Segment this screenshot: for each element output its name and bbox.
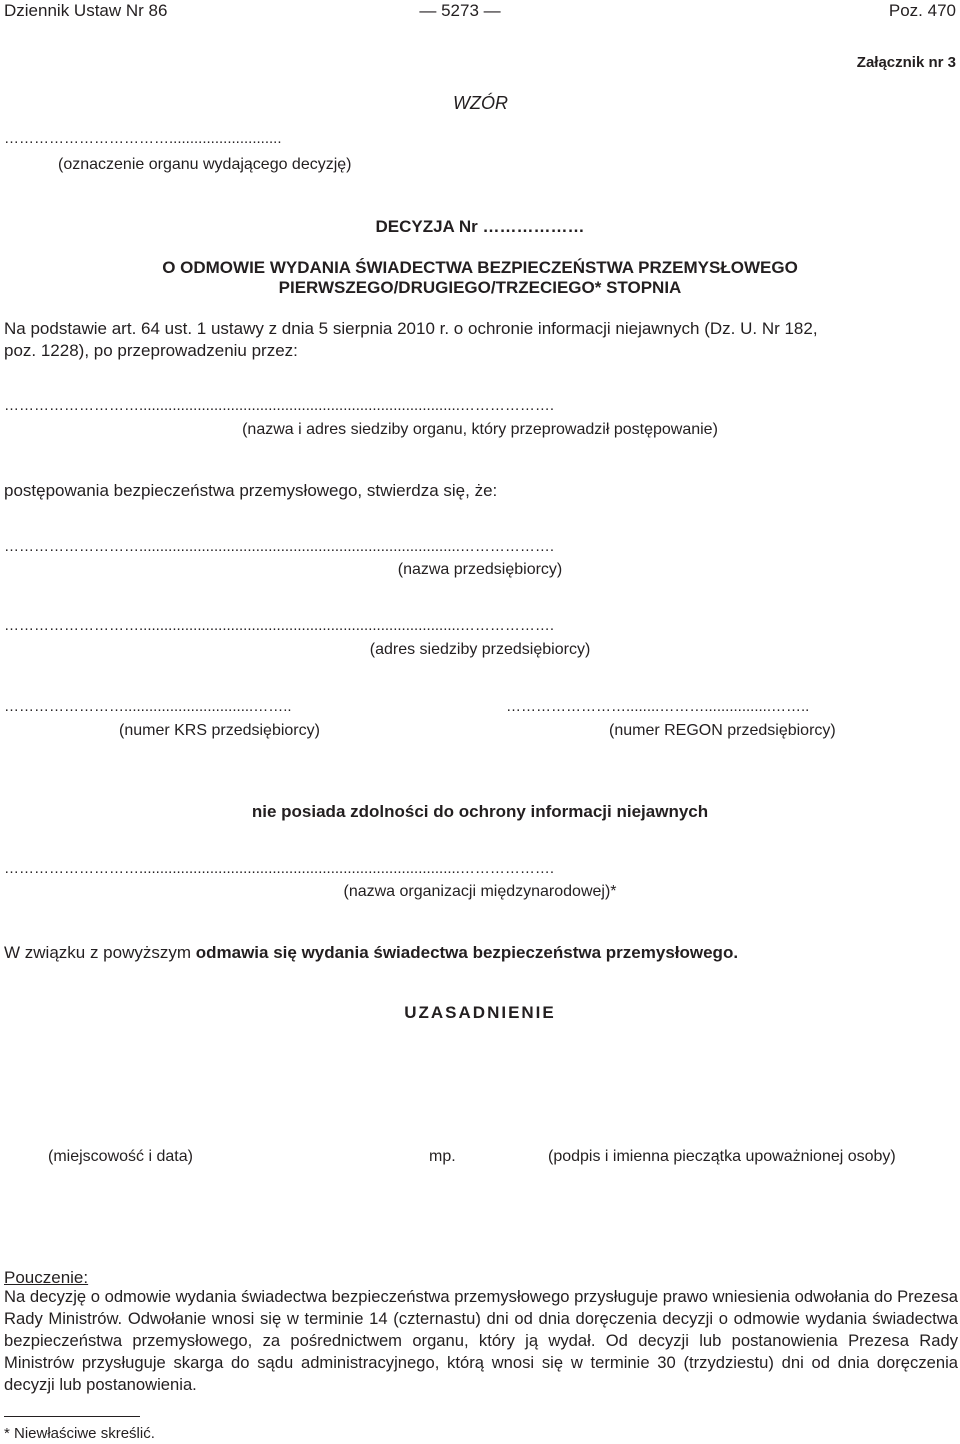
conclusion-bold: odmawia się wydania świadectwa bezpieczeństwa przemysłowego. xyxy=(195,943,739,962)
instruction-text: Na decyzję o odmowie wydania świadectwa bezpieczeństwa przemysłowego przysługuje prawo wniesienia odwołania do Prezesa Rady Ministrów. Odwołanie wnosi się w terminie 14 (czternastu) dni od dnia doręczenia decyzji o odmowie wydania świadectwa bezpieczeństwa przemysłowego, za pośrednictwem organu, który ją wydał. Od decyzji lub postanowienia Prezesa Rady Ministrów przysługuje skarga do sądu administracyjnego, którą wnosi się w terminie 30 (trzydziestu) dni od dnia doręczenia decyzji lub postanowienia. xyxy=(4,1287,958,1394)
stamp-caption: mp. xyxy=(429,1148,456,1165)
decision-title-line1: O ODMOWIE WYDANIA ŚWIADECTWA BEZPIECZEŃSTWA PRZEMYSŁOWEGO xyxy=(162,258,798,277)
organization-dots: ……………………….............................................................................………………. xyxy=(4,860,555,877)
regon-caption: (numer REGON przedsiębiorcy) xyxy=(609,722,836,739)
krs-dots: ……………………...............................…….. xyxy=(4,698,292,715)
decision-number: DECYZJA Nr ……………… xyxy=(375,217,585,236)
organ-caption: (nazwa i adres siedziby organu, który przeprowadził postępowanie) xyxy=(242,421,718,438)
place-date-caption: (miejscowość i data) xyxy=(48,1148,193,1165)
footnote-rule xyxy=(4,1416,140,1417)
organization-caption: (nazwa organizacji międzynarodowej)* xyxy=(343,883,617,900)
entrepreneur-address-dots: ……………………….............................................................................………………. xyxy=(4,617,555,634)
authority-dots: ……………………………........................... xyxy=(4,130,282,147)
position-number: Poz. 470 xyxy=(888,1,956,20)
template-label: WZÓR xyxy=(453,93,508,113)
decision-title-line2: PIERWSZEGO/DRUGIEGO/TRZECIEGO* STOPNIA xyxy=(278,278,682,297)
krs-caption: (numer KRS przedsiębiorcy) xyxy=(119,722,320,739)
authority-caption: (oznaczenie organu wydającego decyzję) xyxy=(58,156,352,173)
entrepreneur-address-caption: (adres siedziby przedsiębiorcy) xyxy=(369,641,591,658)
entrepreneur-name-dots: ……………………….............................................................................………………. xyxy=(4,538,555,555)
justification-heading: UZASADNIENIE xyxy=(404,1003,556,1022)
instruction-heading: Pouczenie: xyxy=(4,1268,89,1287)
journal-title: Dziennik Ustaw Nr 86 xyxy=(4,1,168,20)
signer-caption: (podpis i imienna pieczątka upoważnionej osoby) xyxy=(548,1148,896,1165)
no-capacity-statement: nie posiada zdolności do ochrony informacji niejawnych xyxy=(251,802,709,821)
organ-dots: ……………………….............................................................................………………. xyxy=(4,397,555,414)
procedure-text: postępowania bezpieczeństwa przemysłowego, stwierdza się, że: xyxy=(4,481,498,500)
conclusion xyxy=(4,943,738,963)
legal-basis-line2: poz. 1228), po przeprowadzeniu przez: xyxy=(4,341,298,360)
conclusion-prefix: W związku z powyższym xyxy=(4,943,196,962)
annex-label: Załącznik nr 3 xyxy=(856,54,956,71)
footnote: * Niewłaściwe skreślić. xyxy=(4,1425,155,1442)
page-number: — 5273 — xyxy=(419,1,501,20)
legal-basis-line1: Na podstawie art. 64 ust. 1 ustawy z dnia 5 sierpnia 2010 r. o ochronie informacji niejawnych (Dz. U. Nr 182, xyxy=(4,319,818,338)
entrepreneur-name-caption: (nazwa przedsiębiorcy) xyxy=(397,561,563,578)
regon-dots: ……………………........………................…….. xyxy=(506,698,810,715)
